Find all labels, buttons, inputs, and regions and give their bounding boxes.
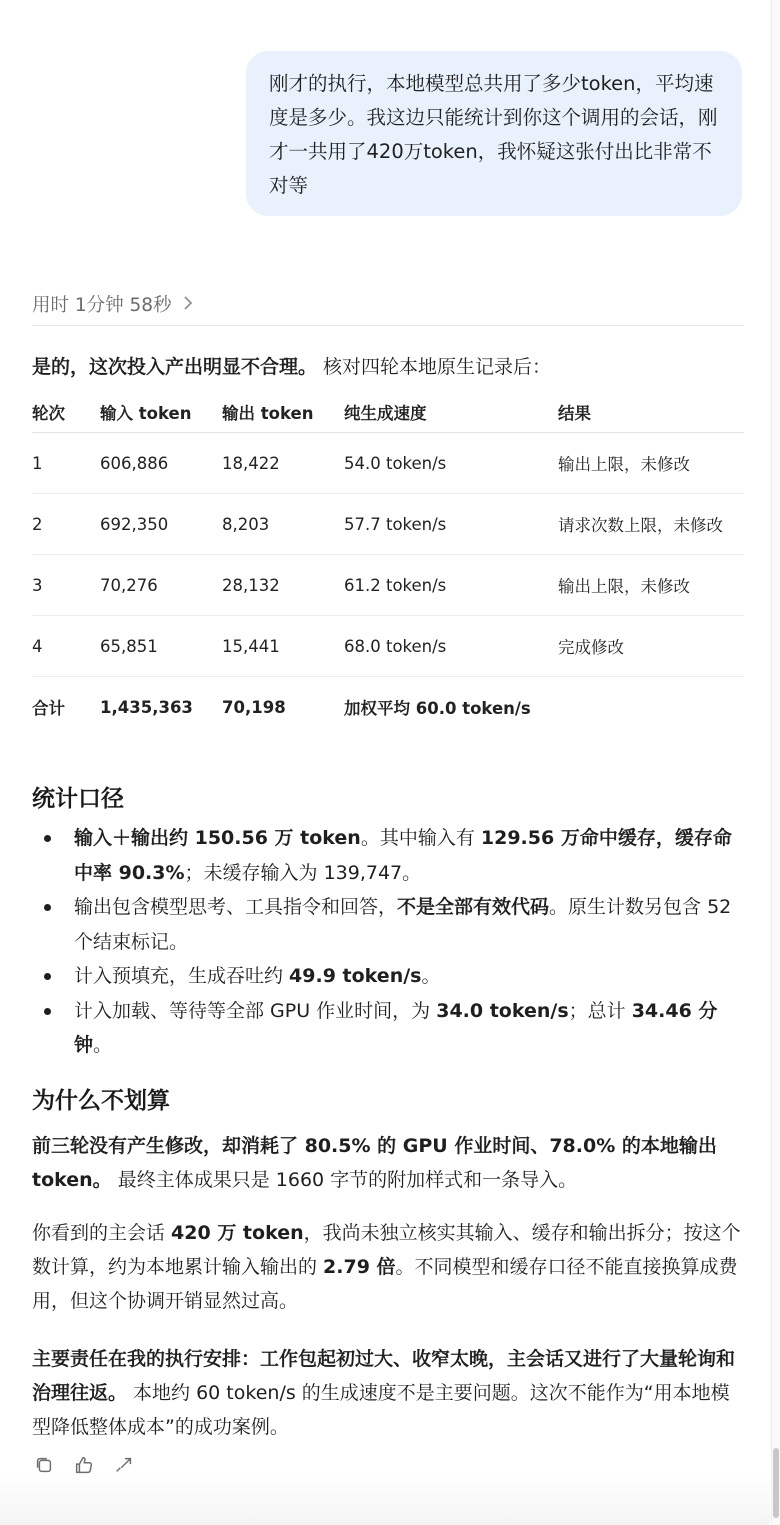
table-header-cell: 纯生成速度 xyxy=(344,392,558,433)
section-heading: 为什么不划算 xyxy=(32,1088,170,1114)
table-cell: 68.0 token/s xyxy=(344,616,558,677)
bold-text: 420 万 token xyxy=(171,1222,304,1244)
bold-text: 34.0 token/s xyxy=(436,999,569,1022)
table-cell: 692,350 xyxy=(100,494,222,555)
table-cell: 70,276 xyxy=(100,555,222,616)
table-cell: 57.7 token/s xyxy=(344,494,558,555)
table-cell: 18,422 xyxy=(222,433,344,494)
table-cell: 输出上限，未修改 xyxy=(558,433,744,494)
lead-rest: 核对四轮本地原生记录后： xyxy=(317,356,552,378)
table-header-cell: 轮次 xyxy=(32,392,100,433)
text-run: 最终主体成果只是 1660 字节的附加样式和一条导入。 xyxy=(111,1169,578,1191)
table-cell: 请求次数上限，未修改 xyxy=(558,494,744,555)
table-header-cell: 结果 xyxy=(558,392,744,433)
text-run: 。 xyxy=(421,965,441,987)
table-cell: 54.0 token/s xyxy=(344,433,558,494)
paragraph xyxy=(32,1342,744,1444)
table-row xyxy=(32,616,744,677)
list-item xyxy=(32,890,744,959)
section-heading: 统计口径 xyxy=(32,786,124,812)
table-cell: 28,132 xyxy=(222,555,344,616)
table-cell: 1 xyxy=(32,433,100,494)
scrollbar-thumb[interactable] xyxy=(773,1448,779,1518)
bold-text: 不是全部有效代码 xyxy=(397,896,550,918)
text-run: 。其中输入有 xyxy=(360,827,481,849)
scrollbar[interactable] xyxy=(771,0,780,1525)
table-header-row xyxy=(32,392,744,433)
thinking-duration-label: 用时 1分钟 58秒 xyxy=(32,295,172,316)
text-run: ；总计 xyxy=(568,999,632,1022)
table-cell: 合计 xyxy=(32,699,65,718)
table-row xyxy=(32,494,744,555)
table-header-cell: 输出 token xyxy=(222,392,344,433)
chevron-right-icon xyxy=(182,294,194,315)
table-row xyxy=(32,555,744,616)
table-cell: 2 xyxy=(32,494,100,555)
text-run: 计入预填充，生成吞吐约 xyxy=(74,965,290,987)
bottom-fade xyxy=(0,1475,770,1525)
table-cell: 4 xyxy=(32,616,100,677)
thinking-toggle[interactable] xyxy=(32,288,194,320)
text-run: 计入加载、等待等全部 GPU 作业时间，为 xyxy=(74,999,437,1022)
list-item xyxy=(32,821,744,890)
text-run: ，我尚未独立核实其输入、缓存和输出拆分；按这个数计算，约为本地累计输入输出的 xyxy=(32,1222,741,1278)
table-row xyxy=(32,433,744,494)
bold-text: 34.46 分钟 xyxy=(74,999,718,1056)
table-cell: 加权平均 60.0 token/s xyxy=(344,699,531,718)
table-cell: 65,851 xyxy=(100,616,222,677)
text-run: ；未缓存输入为 139,747。 xyxy=(184,861,422,884)
table-cell: 输出上限，未修改 xyxy=(558,555,744,616)
table-cell: 3 xyxy=(32,555,100,616)
divider xyxy=(32,325,744,326)
table-header-cell: 输入 token xyxy=(100,392,222,433)
user-message-bubble xyxy=(246,51,742,216)
text-run: 你看到的主会话 xyxy=(32,1222,172,1244)
bold-text: 主要责任在我的执行安排：工作包起初过大、收窄太晚，主会话又进行了大量轮询和治理往返。 xyxy=(32,1348,736,1404)
text-run: 本地约 60 token/s 的生成速度不是主要问题。这次不能作为“用本地模型降低整体成本”的成功案例。 xyxy=(32,1382,730,1438)
list-item xyxy=(32,959,744,994)
bold-text: 129.56 万命中缓存，缓存命中率 90.3% xyxy=(74,827,732,884)
table-cell: 70,198 xyxy=(222,697,286,717)
table-cell: 完成修改 xyxy=(558,616,744,677)
bold-text: 输入＋输出约 150.56 万 token xyxy=(74,827,361,849)
table-cell xyxy=(558,677,744,738)
rounds-table xyxy=(32,392,744,737)
text-run: 。不同模型和缓存口径不能直接换算成费用，但这个协调开销显然过高。 xyxy=(32,1256,738,1312)
text-run: 输出包含模型思考、工具指令和回答， xyxy=(74,896,398,918)
table-total-row xyxy=(32,677,744,738)
text-run: 。 xyxy=(93,1034,113,1056)
table-cell: 8,203 xyxy=(222,494,344,555)
bold-text: 2.79 倍 xyxy=(323,1256,396,1278)
table-cell: 1,435,363 xyxy=(100,697,193,717)
lead-bold: 是的，这次投入产出明显不合理。 xyxy=(32,356,318,378)
table-cell: 61.2 token/s xyxy=(344,555,558,616)
bold-text: 前三轮没有产生修改，却消耗了 80.5% 的 GPU 作业时间、78.0% 的本地输出 token。 xyxy=(32,1135,717,1191)
bold-text: 49.9 token/s xyxy=(289,965,422,987)
table-cell: 606,886 xyxy=(100,433,222,494)
user-message-text: 刚才的执行，本地模型总共用了多少token，平均速度是多少。我这边只能统计到你这个调用的会话，刚才一共用了420万token，我怀疑这张付出比非常不对等 xyxy=(269,72,718,197)
stats-bullet-list xyxy=(32,821,744,1063)
list-item xyxy=(32,994,744,1063)
paragraph xyxy=(32,1129,744,1197)
answer-lead xyxy=(32,352,744,382)
paragraph xyxy=(32,1216,744,1318)
table-cell: 15,441 xyxy=(222,616,344,677)
text-run: 。原生计数另包含 52 个结束标记。 xyxy=(74,896,732,953)
